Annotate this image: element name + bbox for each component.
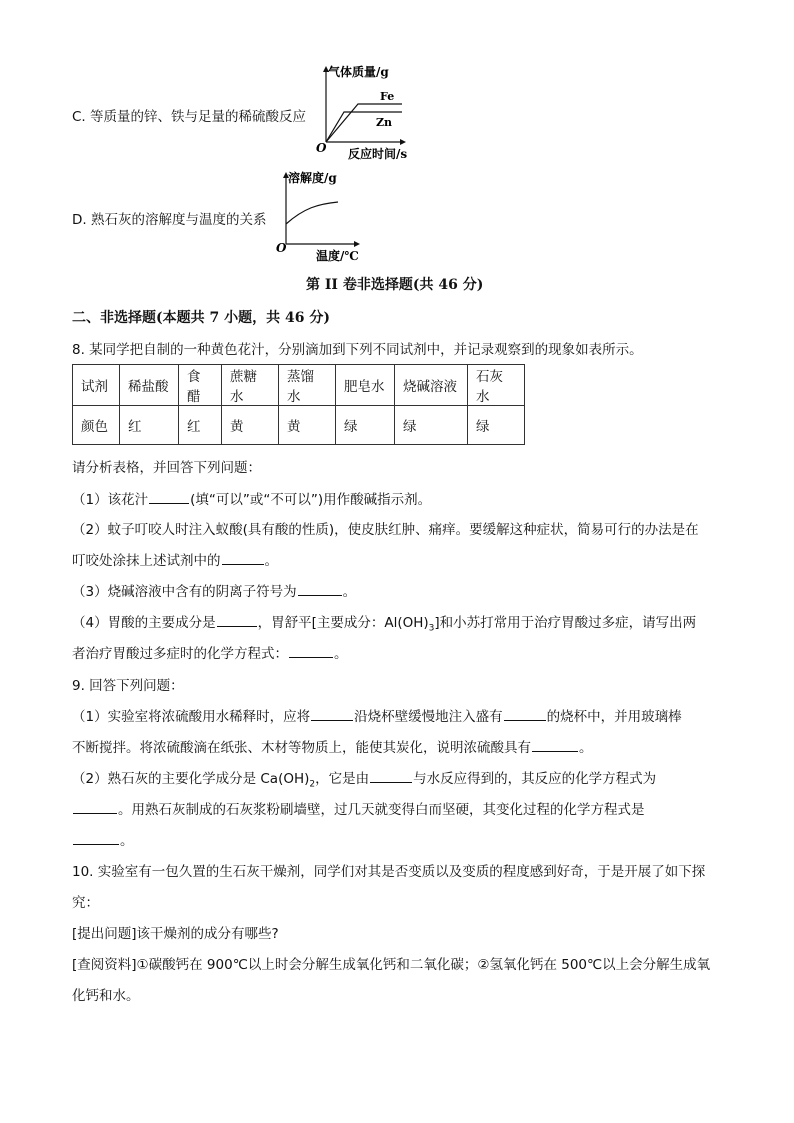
q8-part3: （3）烧碱溶液中含有的阴离子符号为 。 [72, 580, 356, 600]
table-cell: 试剂 [73, 365, 120, 406]
answer-blank[interactable] [504, 707, 546, 722]
q10-reference-line1: [查阅资料]①碳酸钙在 900℃以上时会分解生成氧化钙和二氧化碳；②氢氧化钙在 500℃以上会分解生成氧 [72, 957, 711, 973]
answer-blank[interactable] [532, 738, 578, 753]
answer-blank[interactable] [222, 551, 264, 566]
table-cell: 肥皂水 [336, 365, 395, 406]
part2-heading: 二、非选择题(本题共 7 小题，共 46 分) [72, 310, 330, 326]
x-axis-label: 反应时间/s [348, 147, 408, 160]
y-axis-label: 溶解度/g [288, 171, 337, 185]
option-c-graph [314, 64, 424, 160]
answer-blank[interactable] [298, 582, 342, 597]
table-cell: 红 [179, 406, 222, 445]
table-cell: 食醋 [179, 365, 222, 406]
q10-question: [提出问题]该干燥剂的成分有哪些? [72, 926, 279, 942]
table-cell: 绿 [395, 406, 468, 445]
fe-label: Fe [380, 90, 395, 103]
q9-part1-line2: 不断搅拌。将浓硫酸滴在纸张、木材等物质上，能使其炭化，说明浓硫酸具有 。 [72, 736, 593, 756]
answer-blank[interactable] [289, 644, 333, 659]
q8-part2-line2: 叮咬处涂抹上述试剂中的 。 [72, 549, 278, 569]
q10-reference-line2: 化钙和水。 [72, 988, 140, 1004]
table-cell: 烧碱溶液 [395, 365, 468, 406]
table-cell: 颜色 [73, 406, 120, 445]
q9-part1-line1: （1）实验室将浓硫酸用水稀释时，应将 沿烧杯壁缓慢地注入盛有 的烧杯中，并用玻璃棒 [72, 705, 682, 725]
q9-part2-line2: 。用熟石灰制成的石灰浆粉刷墙壁，过几天就变得白而坚硬，其变化过程的化学方程式是 [72, 798, 645, 818]
q8-part4-line2: 者治疗胃酸过多症时的化学方程式： 。 [72, 642, 348, 662]
q9-part2-line3: 。 [72, 829, 134, 849]
answer-blank[interactable] [73, 831, 119, 846]
origin-label: O [316, 141, 327, 155]
q8-part1: （1）该花汁 (填“可以”或“不可以”)用作酸碱指示剂。 [72, 488, 431, 508]
table-cell: 黄 [279, 406, 336, 445]
option-d-label: D. 熟石灰的溶解度与温度的关系 [72, 212, 267, 228]
x-axis-label: 温度/℃ [316, 249, 359, 263]
table-cell: 红 [120, 406, 179, 445]
answer-blank[interactable] [370, 769, 412, 784]
solubility-curve [286, 202, 338, 224]
q10-stem-line2: 究： [72, 895, 99, 911]
answer-blank[interactable] [311, 707, 353, 722]
q10-stem-line1: 10. 实验室有一包久置的生石灰干燥剂，同学们对其是否变质以及变质的程度感到好奇，于是开展了如下探 [72, 864, 706, 880]
table-cell: 蔗糖水 [222, 365, 279, 406]
option-d-graph [274, 168, 384, 264]
answer-blank[interactable] [73, 800, 117, 815]
table-cell: 绿 [468, 406, 525, 445]
q8-part4-line1: （4）胃酸的主要成分是 ，胃舒平[主要成分：$Al(OH)_3$]和小苏打常用于治疗胃酸过多症，请写出两 [72, 611, 696, 634]
table-cell: 稀盐酸 [120, 365, 179, 406]
table-row [73, 365, 525, 406]
q8-stem: 8. 某同学把自制的一种黄色花汁，分别滴加到下列不同试剂中，并记录观察到的现象如表所示。 [72, 342, 643, 358]
answer-blank[interactable] [149, 490, 189, 505]
q8-intro: 请分析表格，并回答下列问题： [72, 460, 261, 476]
origin-label: O [276, 241, 287, 255]
q9-part2-line1: （2）熟石灰的主要化学成分是 $Ca(OH)_2$，它是由 与水反应得到的，其反应的化学方程式为 [72, 767, 656, 790]
reagent-color-table [72, 364, 525, 445]
table-cell: 蒸馏水 [279, 365, 336, 406]
y-axis-label: 气体质量/g [328, 65, 389, 79]
table-cell: 黄 [222, 406, 279, 445]
section-title: 第 II 卷非选择题(共 46 分) [306, 277, 484, 293]
table-row [73, 406, 525, 445]
table-cell: 绿 [336, 406, 395, 445]
answer-blank[interactable] [217, 613, 257, 628]
table-cell: 石灰水 [468, 365, 525, 406]
q9-stem: 9. 回答下列问题： [72, 678, 184, 694]
option-c-label: C. 等质量的锌、铁与足量的稀硫酸反应 [72, 109, 307, 125]
zn-label: Zn [376, 116, 393, 129]
q8-part2-line1: （2）蚊子叮咬人时注入蚁酸(具有酸的性质)，使皮肤红肿、痛痒。要缓解这种症状，简易可行的办法是在 [72, 522, 699, 538]
